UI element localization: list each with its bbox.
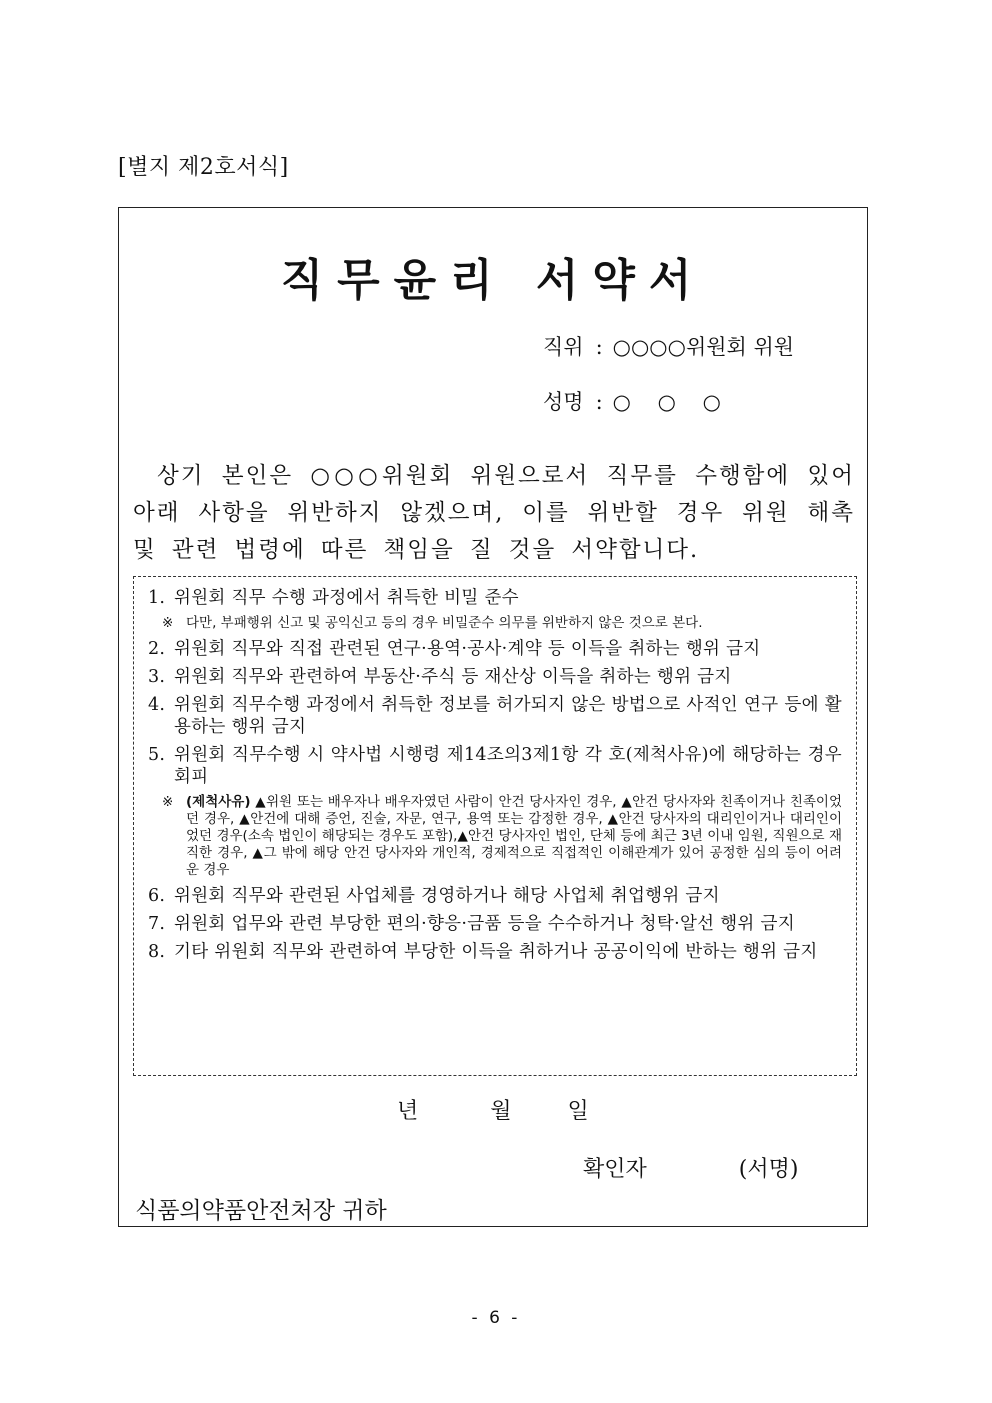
addressee: 식품의약품안전처장 귀하 [135, 1198, 387, 1224]
form-label: [별지 제2호서식] [118, 155, 289, 180]
pledge-item [148, 913, 842, 935]
pledge-item [148, 587, 842, 609]
item-number: 7. [148, 914, 166, 934]
position-value: ○○○○위원회 위원 [612, 335, 795, 359]
note-bold-heading: (제척사유) [186, 794, 251, 810]
date-year: 년 [397, 1099, 419, 1124]
item-number: 4. [148, 695, 166, 715]
date-line [397, 1094, 589, 1125]
item-number: 8. [148, 942, 166, 962]
name-value: ○ ○ ○ [612, 390, 731, 414]
item-text: 위원회 직무와 관련된 사업체를 경영하거나 해당 사업체 취업행위 금지 [174, 886, 720, 906]
item-text: 위원회 직무 수행 과정에서 취득한 비밀 준수 [174, 588, 519, 608]
position-label: 직위 [543, 335, 584, 359]
confirmer-label: 확인자 [583, 1157, 647, 1182]
pledge-item [148, 694, 842, 738]
item-text: 위원회 직무와 관련하여 부동산·주식 등 재산상 이득을 취하는 행위 금지 [174, 667, 732, 687]
page-number: - 6 - [471, 1308, 521, 1328]
item-text: 기타 위원회 직무와 관련하여 부당한 이득을 취하거나 공공이익에 반하는 행위 금지 [174, 942, 818, 962]
item-text: 위원회 직무와 직접 관련된 연구·용역·공사·계약 등 이득을 취하는 행위 금지 [174, 639, 761, 659]
pledge-item [148, 666, 842, 688]
note-text: ▲위원 또는 배우자나 배우자였던 사람이 안건 당사자인 경우, ▲안건 당사자와 친족이거나 친족이었던 경우, ▲안건에 대해 증언, 진술, 자문, 연구, 용역 또는 감정한 경우, ▲안건 당사자의 대리인이거나 대리인이었던 경우(소속 법인이 해당되는 경우도 포함),▲안건 당사자인 법인, 단체 등에 최근 3년 이내 임원, 직원으로 재직한 경우, ▲그 밖에 해당 안건 당사자와 개인적, 경제적으로 직접적인 이해관계가 있어 공정한 심의 등이 어려운 경우 [186, 794, 842, 878]
pledge-item [148, 941, 842, 963]
recusal-grounds-note [148, 794, 842, 879]
confidentiality-note [148, 615, 842, 632]
position-row [543, 331, 794, 361]
name-row [543, 386, 731, 416]
pledge-item [148, 744, 842, 788]
pledge-item [148, 885, 842, 907]
date-day: 일 [567, 1099, 589, 1124]
item-number: 6. [148, 886, 166, 906]
item-text: 위원회 업무와 관련 부당한 편의·향응·금품 등을 수수하거나 청탁·알선 행위 금지 [174, 914, 795, 934]
item-text: 위원회 직무수행 시 약사법 시행령 제14조의3제1항 각 호(제척사유)에 해당하는 경우 회피 [174, 745, 842, 787]
pledge-items-box [133, 576, 857, 1076]
confirmer-line [583, 1152, 798, 1183]
name-separator: : [595, 390, 603, 414]
name-label: 성명 [543, 390, 584, 414]
document-title: 직무윤리 서약서 [280, 255, 706, 306]
position-separator: : [595, 335, 603, 359]
pledge-item [148, 638, 842, 660]
note-mark: ※ [162, 615, 174, 631]
item-text: 위원회 직무수행 과정에서 취득한 정보를 허가되지 않은 방법으로 사적인 연구 등에 활용하는 행위 금지 [174, 695, 842, 737]
pledge-form-frame [118, 207, 868, 1227]
item-number: 5. [148, 745, 166, 765]
note-text: 다만, 부패행위 신고 및 공익신고 등의 경우 비밀준수 의무를 위반하지 않은 것으로 본다. [186, 615, 703, 631]
item-number: 3. [148, 667, 166, 687]
note-mark: ※ [162, 794, 174, 810]
item-number: 2. [148, 639, 166, 659]
item-number: 1. [148, 588, 166, 608]
date-month: 월 [490, 1099, 512, 1124]
pledge-statement: 상기 본인은 ○○○위원회 위원으로서 직무를 수행함에 있어 아래 사항을 위반하지 않겠으며, 이를 위반할 경우 위원 해촉 및 관련 법령에 따른 책임을 질 것을 서약합니다. [133, 462, 855, 563]
signature-field: (서명) [738, 1157, 799, 1182]
